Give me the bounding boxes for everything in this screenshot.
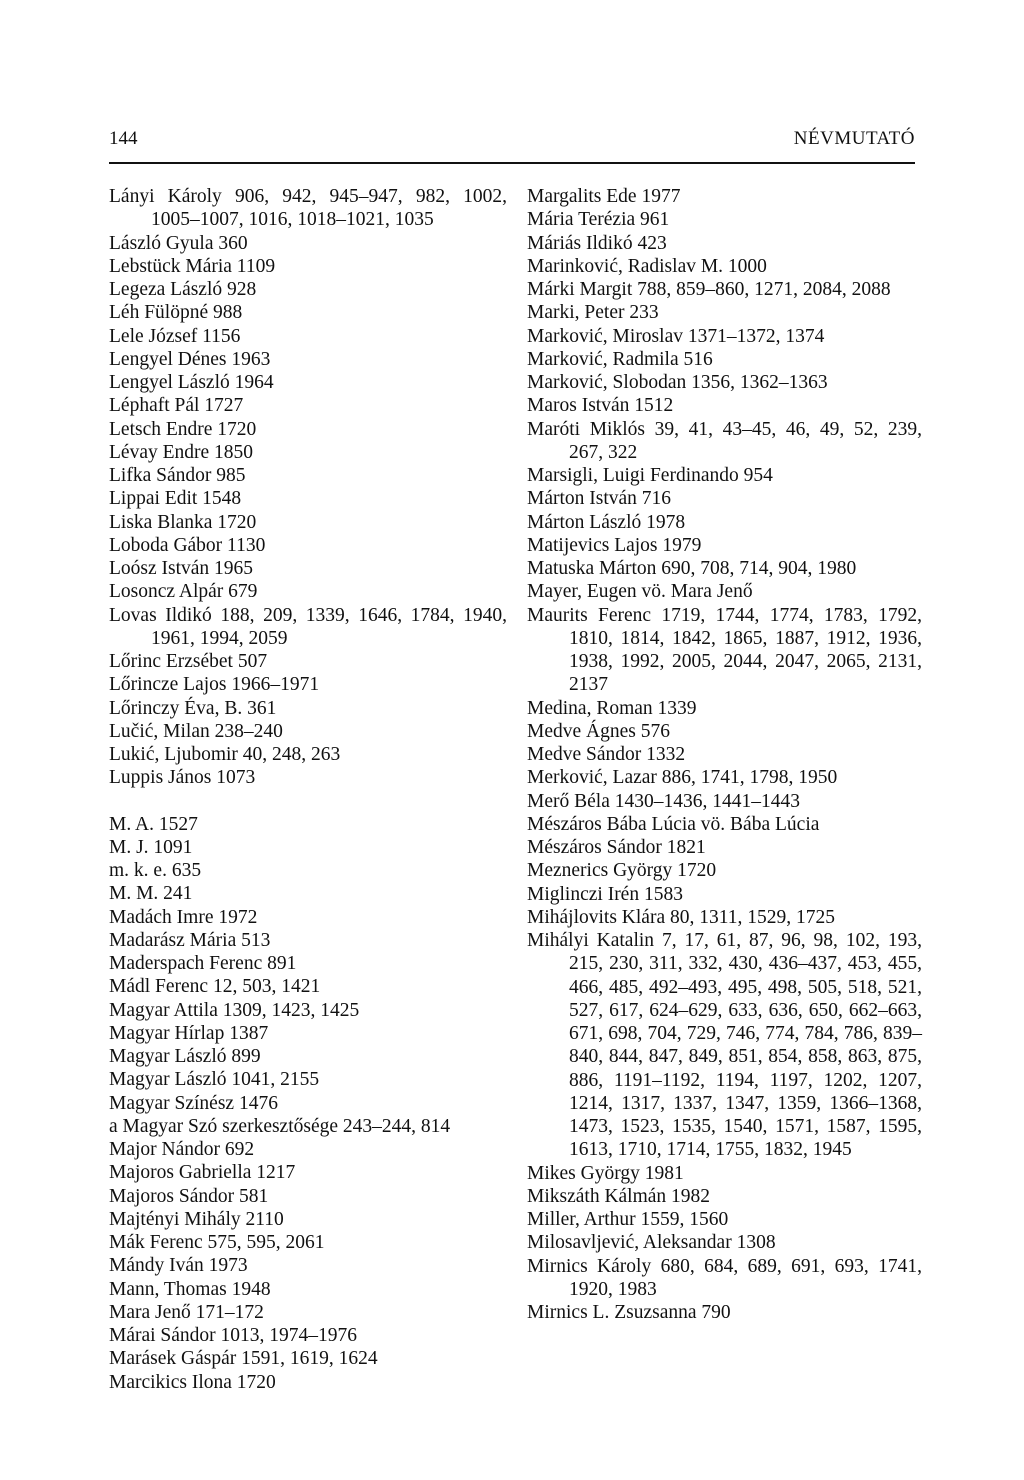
index-entry: Lengyel László 1964: [109, 372, 274, 393]
index-entry: Máriás Ildikó 423: [527, 232, 667, 254]
index-entry: Lifka Sándor 985: [109, 465, 246, 486]
index-entry: Mirnics L. Zsuzsanna 790: [527, 1302, 731, 1323]
index-entry: Merković, Lazar 886, 1741, 1798, 1950: [527, 767, 838, 789]
index-entry: Marković, Slobodan 1356, 1362–1363: [527, 372, 828, 393]
index-entry: Mihályi Katalin 7, 17, 61, 87, 96, 98, 102, 193, 215, 230, 311, 332, 430, 436–437, 453, 455, 466, 485, 492–493, 495, 498, 505, 518, 521, 527, 617, 624–629, 633, 636, 650, 662–663, 671, 698, 704, 729, 746, 774, 784, 786, 839–840, 844, 847, 849, 851, 854, 858, 863, 875, 886, 1191–1192, 1194, 1197, 1202, 1207, 1214, 1317, 1337, 1347, 1359, 1366–1368, 1473, 1523, 1535, 1540, 1571, 1587, 1595, 1613, 1710, 1714, 1755, 1832, 1945: [527, 930, 922, 1161]
index-entry: László Gyula 360: [109, 232, 248, 254]
index-entry: Matuska Márton 690, 708, 714, 904, 1980: [527, 558, 857, 579]
index-entry: Majtényi Mihály 2110: [109, 1208, 284, 1230]
index-entry: M. A. 1527: [109, 813, 198, 835]
index-entry: Medina, Roman 1339: [527, 697, 697, 719]
index-entry: Lőrinczy Éva, B. 361: [109, 697, 277, 719]
index-entry: Lengyel Dénes 1963: [109, 348, 271, 370]
index-entry: Lőrincze Lajos 1966–1971: [109, 674, 320, 696]
index-entry: Mándy Iván 1973: [109, 1255, 248, 1277]
index-entry: Lebstück Mária 1109: [109, 255, 276, 277]
index-entry: Medve Ágnes 576: [527, 720, 670, 742]
index-entry: Mara Jenő 171–172: [109, 1301, 264, 1323]
index-entry: Mirnics Károly 680, 684, 689, 691, 693, 1741, 1920, 1983: [527, 1255, 922, 1300]
index-entry: Mák Ferenc 575, 595, 2061: [109, 1232, 325, 1253]
index-entry: Márai Sándor 1013, 1974–1976: [109, 1325, 358, 1346]
page-header: [109, 128, 915, 164]
index-entry: Léh Fülöpné 988: [109, 302, 243, 324]
index-entry: Marinković, Radislav M. 1000: [527, 255, 767, 277]
index-entry: Lőrinc Erzsébet 507: [109, 651, 268, 672]
index-entry: Magyar Színész 1476: [109, 1092, 278, 1114]
entry-gap: [109, 790, 507, 813]
index-entry: a Magyar Szó szerkesztősége 243–244, 814: [109, 1115, 451, 1137]
index-entry: Margalits Ede 1977: [527, 186, 681, 207]
index-entry: Majoros Gabriella 1217: [109, 1162, 296, 1184]
index-entry: Mikes György 1981: [527, 1162, 684, 1184]
index-entry: Losoncz Alpár 679: [109, 581, 258, 603]
index-entry: Meznerics György 1720: [527, 860, 717, 882]
index-entry: Miller, Arthur 1559, 1560: [527, 1209, 729, 1230]
index-entry: Madách Imre 1972: [109, 906, 258, 928]
index-entry: Lovas Ildikó 188, 209, 1339, 1646, 1784, 1940, 1961, 1994, 2059: [109, 604, 507, 649]
index-entry: Márki Margit 788, 859–860, 1271, 2084, 2088: [527, 279, 891, 300]
index-entry: Lévay Endre 1850: [109, 441, 254, 463]
index-entry: Luppis János 1073: [109, 767, 256, 789]
page-number: 144: [109, 128, 138, 149]
index-entry: Mészáros Sándor 1821: [527, 837, 706, 858]
index-entry: m. k. e. 635: [109, 860, 202, 881]
index-column-left: [109, 185, 507, 1394]
index-entry: Marki, Peter 233: [527, 302, 659, 324]
index-entry: Loboda Gábor 1130: [109, 534, 266, 556]
index-entry: Lukić, Ljubomir 40, 248, 263: [109, 744, 341, 765]
index-entry: Maros István 1512: [527, 395, 674, 417]
index-entry: Mikszáth Kálmán 1982: [527, 1185, 711, 1207]
index-entry: Merő Béla 1430–1436, 1441–1443: [527, 790, 800, 812]
index-entry: Medve Sándor 1332: [527, 744, 686, 765]
index-entry: Marković, Radmila 516: [527, 348, 713, 370]
index-entry: Magyar Hírlap 1387: [109, 1022, 269, 1044]
index-entry: Lippai Edit 1548: [109, 488, 242, 510]
index-entry: Magyar Attila 1309, 1423, 1425: [109, 999, 360, 1021]
index-entry: Lele József 1156: [109, 325, 241, 347]
index-entry: M. J. 1091: [109, 836, 193, 858]
index-entry: Marković, Miroslav 1371–1372, 1374: [527, 325, 825, 347]
index-entry: Liska Blanka 1720: [109, 511, 257, 533]
index-entry: Letsch Endre 1720: [109, 418, 257, 440]
index-entry: Mann, Thomas 1948: [109, 1278, 271, 1300]
index-entry: Mádl Ferenc 12, 503, 1421: [109, 976, 321, 998]
index-entry: Mészáros Bába Lúcia vö. Bába Lúcia: [527, 813, 820, 835]
index-entry: Magyar László 899: [109, 1046, 261, 1067]
index-entry: Milosavljević, Aleksandar 1308: [527, 1232, 776, 1254]
running-head: NÉVMUTATÓ: [793, 128, 915, 149]
index-entry: Majoros Sándor 581: [109, 1185, 269, 1207]
index-entry: Loósz István 1965: [109, 558, 254, 579]
index-entry: Márton László 1978: [527, 511, 686, 533]
index-entry: Madarász Mária 513: [109, 929, 271, 951]
index-entry: Mária Terézia 961: [527, 209, 670, 231]
index-entry: Maderspach Ferenc 891: [109, 953, 297, 974]
index-entry: Mihájlovits Klára 80, 1311, 1529, 1725: [527, 906, 836, 928]
index-entry: Marásek Gáspár 1591, 1619, 1624: [109, 1348, 378, 1370]
index-entry: Márton István 716: [527, 488, 672, 510]
index-entry: Miglinczi Irén 1583: [527, 883, 683, 905]
index-entry: Maurits Ferenc 1719, 1744, 1774, 1783, 1792, 1810, 1814, 1842, 1865, 1887, 1912, 1936, 1938, 1992, 2005, 2044, 2047, 2065, 2131, 2137: [527, 604, 922, 696]
index-entry: Lučić, Milan 238–240: [109, 720, 283, 742]
index-column-right: [527, 185, 922, 1324]
index-entry: Marsigli, Luigi Ferdinando 954: [527, 465, 773, 486]
index-entry: Lányi Károly 906, 942, 945–947, 982, 1002, 1005–1007, 1016, 1018–1021, 1035: [109, 186, 507, 231]
index-entry: Léphaft Pál 1727: [109, 395, 244, 417]
index-entry: Major Nándor 692: [109, 1139, 255, 1160]
index-entry: Maróti Miklós 39, 41, 43–45, 46, 49, 52, 239, 267, 322: [527, 418, 922, 463]
index-entry: Legeza László 928: [109, 279, 257, 300]
index-entry: Magyar László 1041, 2155: [109, 1069, 320, 1091]
index-entry: M. M. 241: [109, 883, 193, 905]
index-entry: Mayer, Eugen vö. Mara Jenő: [527, 581, 753, 603]
index-entry: Matijevics Lajos 1979: [527, 534, 702, 556]
index-entry: Marcikics Ilona 1720: [109, 1371, 276, 1393]
